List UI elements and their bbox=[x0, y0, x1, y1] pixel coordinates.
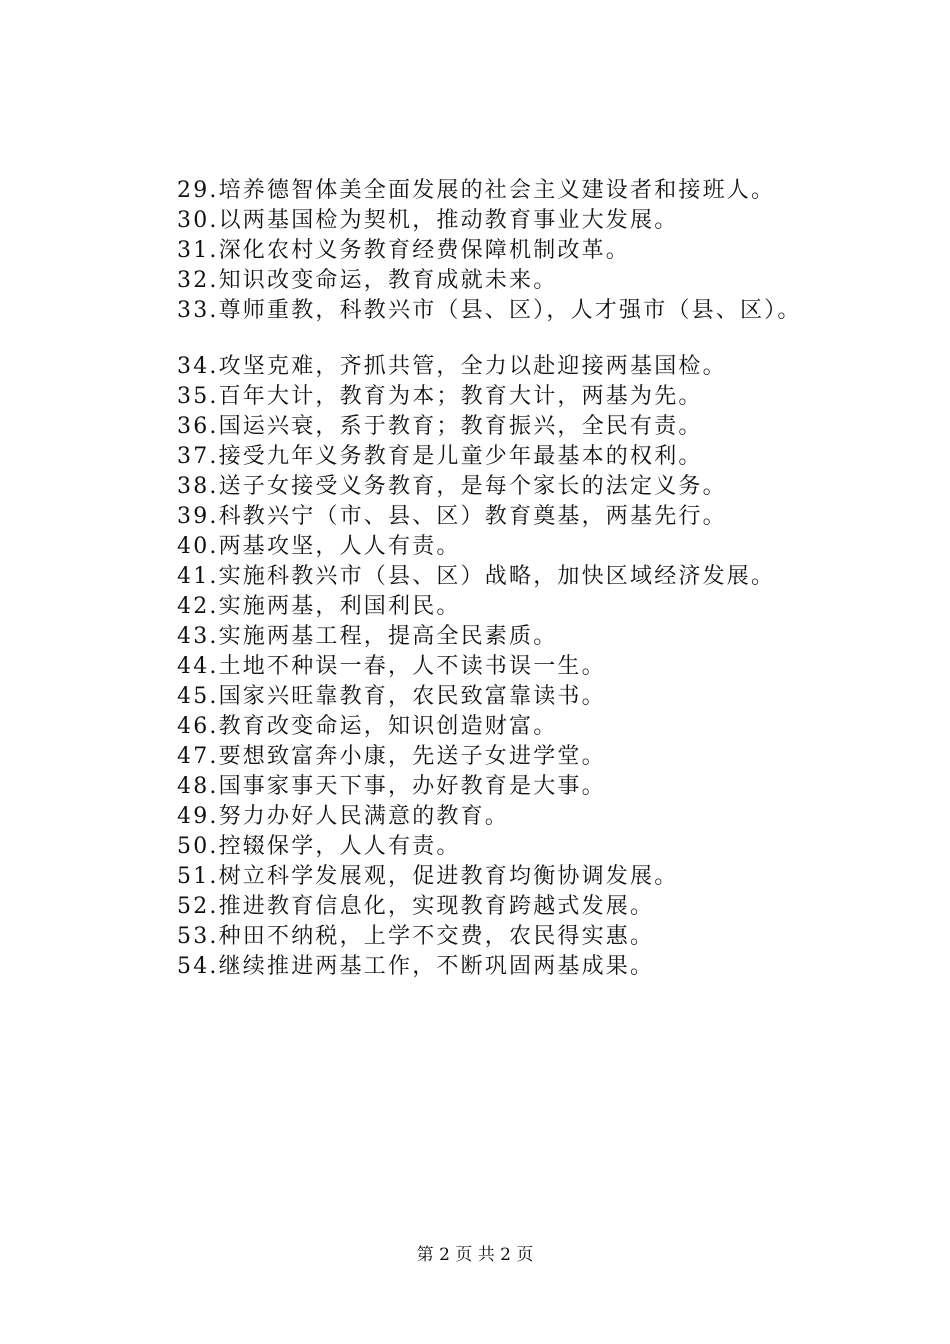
slogan-line: 43.实施两基工程，提高全民素质。 bbox=[177, 624, 558, 649]
slogan-list bbox=[177, 176, 917, 982]
slogan-line: 41.实施科教兴市（县、区）战略，加快区域经济发展。 bbox=[177, 564, 776, 589]
slogan-line: 42.实施两基，利国利民。 bbox=[177, 594, 461, 619]
slogan-line: 54.继续推进两基工作，不断巩固两基成果。 bbox=[177, 954, 655, 979]
slogan-line: 49.努力办好人民满意的教育。 bbox=[177, 804, 509, 829]
slogan-line: 40.两基攻坚，人人有责。 bbox=[177, 534, 461, 559]
slogan-line: 32.知识改变命运，教育成就未来。 bbox=[177, 268, 558, 293]
slogan-line: 34.攻坚克难，齐抓共管，全力以赴迎接两基国检。 bbox=[177, 354, 727, 379]
page-footer: 第 2 页 共 2 页 bbox=[416, 1245, 534, 1265]
slogan-line: 46.教育改变命运，知识创造财富。 bbox=[177, 714, 558, 739]
slogan-line: 30.以两基国检为契机，推动教育事业大发展。 bbox=[177, 208, 679, 233]
slogan-line: 53.种田不纳税，上学不交费，农民得实惠。 bbox=[177, 924, 655, 949]
slogan-line: 39.科教兴宁（市、县、区）教育奠基，两基先行。 bbox=[177, 504, 727, 529]
slogan-line: 48.国事家事天下事，办好教育是大事。 bbox=[177, 774, 606, 799]
slogan-line: 45.国家兴旺靠教育，农民致富靠读书。 bbox=[177, 684, 606, 709]
slogan-line: 35.百年大计，教育为本；教育大计，两基为先。 bbox=[177, 384, 703, 409]
slogan-line: 33.尊师重教，科教兴市（县、区），人才强市（县、区）。 bbox=[177, 298, 802, 323]
slogan-line: 44.土地不种误一春，人不读书误一生。 bbox=[177, 654, 606, 679]
slogan-line: 37.接受九年义务教育是儿童少年最基本的权利。 bbox=[177, 444, 703, 469]
slogan-line: 38.送子女接受义务教育，是每个家长的法定义务。 bbox=[177, 474, 727, 499]
slogan-line: 50.控辍保学，人人有责。 bbox=[177, 834, 461, 859]
slogan-line: 47.要想致富奔小康，先送子女进学堂。 bbox=[177, 744, 606, 769]
slogan-line: 29.培养德智体美全面发展的社会主义建设者和接班人。 bbox=[177, 178, 776, 203]
slogan-line: 52.推进教育信息化，实现教育跨越式发展。 bbox=[177, 894, 655, 919]
slogan-line: 31.深化农村义务教育经费保障机制改革。 bbox=[177, 238, 630, 263]
slogan-line: 51.树立科学发展观，促进教育均衡协调发展。 bbox=[177, 864, 679, 889]
slogan-line: 36.国运兴衰，系于教育；教育振兴，全民有责。 bbox=[177, 414, 703, 439]
